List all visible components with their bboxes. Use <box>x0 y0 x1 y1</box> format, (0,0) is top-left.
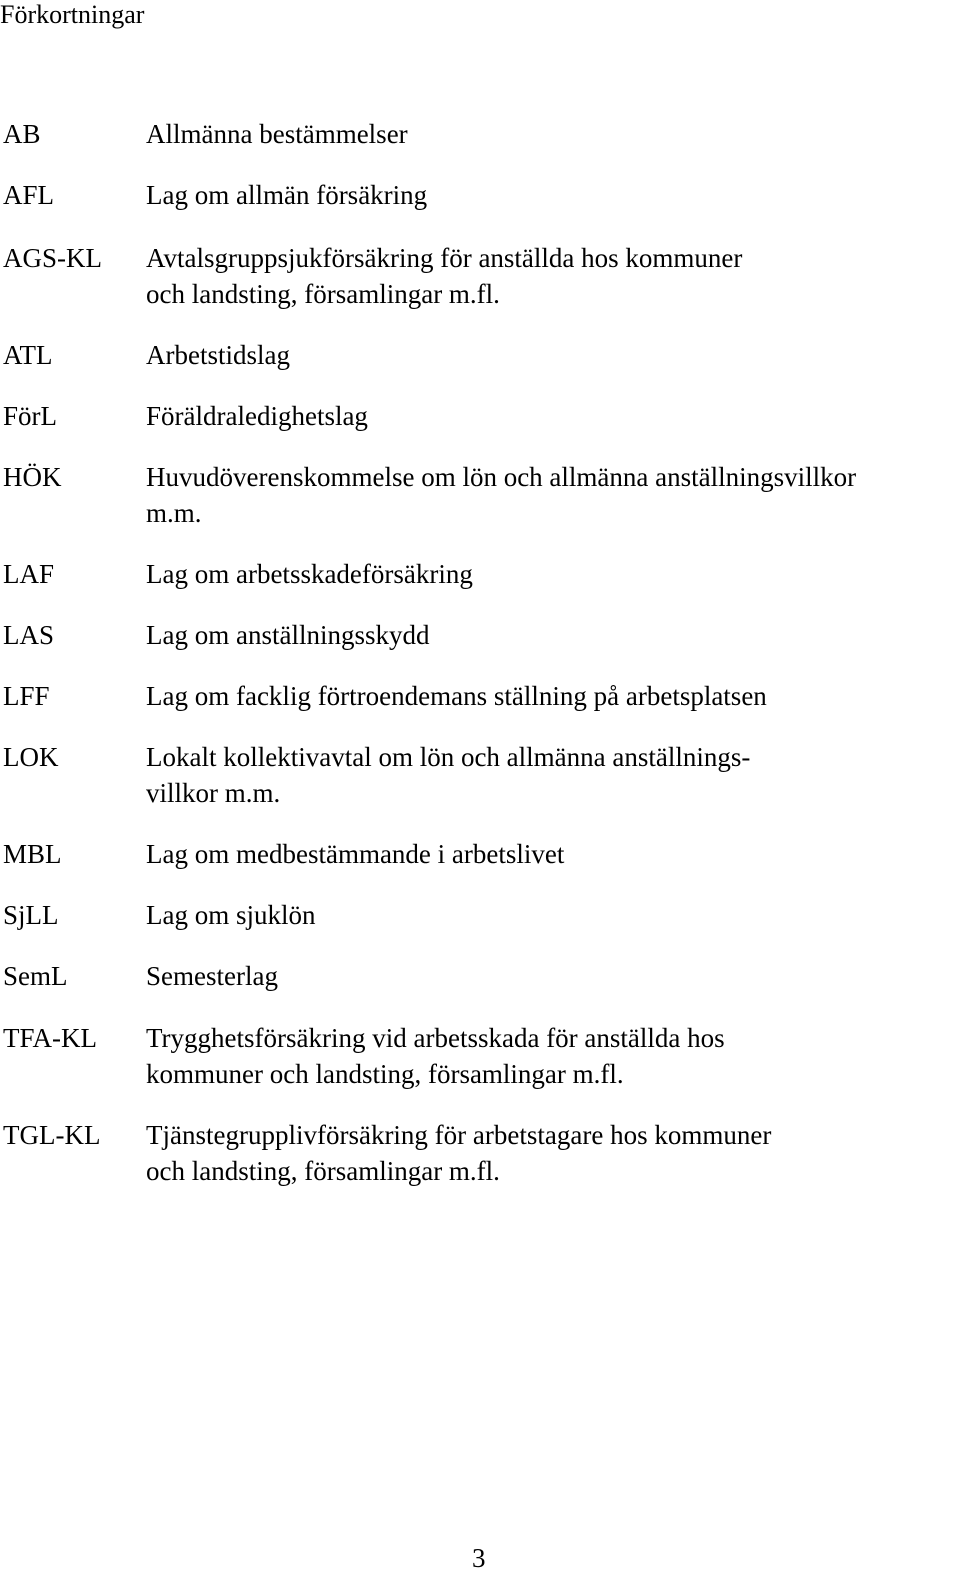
page-number: 3 <box>472 1543 486 1573</box>
abbreviation-description <box>146 678 958 714</box>
description-line: kommuner och landsting, församlingar m.fl. <box>146 1059 624 1089</box>
description-line: Lag om facklig förtroendemans ställning på arbetsplatsen <box>146 681 767 711</box>
abbreviation-term: HÖK <box>3 462 62 492</box>
description-line: och landsting, församlingar m.fl. <box>146 1156 500 1186</box>
description-line: Tjänstegrupplivförsäkring för arbetstagare hos kommuner <box>146 1120 772 1150</box>
description-line: Lag om sjuklön <box>146 900 316 930</box>
abbreviation-description <box>146 836 958 872</box>
abbreviation-description <box>146 1020 958 1092</box>
description-line: Lag om arbetsskadeförsäkring <box>146 559 473 589</box>
abbreviation-term: AFL <box>3 180 55 210</box>
abbreviation-description <box>146 337 958 373</box>
description-line: Arbetstidslag <box>146 340 290 370</box>
description-line: Semesterlag <box>146 961 278 991</box>
abbreviation-term: SemL <box>3 961 68 991</box>
abbreviation-term: MBL <box>3 839 62 869</box>
description-line: Avtalsgruppsjukförsäkring för anställda hos kommuner <box>146 243 743 273</box>
abbreviation-term: LAS <box>3 620 55 650</box>
description-line: Allmänna bestämmelser <box>146 119 408 149</box>
abbreviation-description <box>146 459 958 531</box>
page-title: Förkortningar <box>0 0 145 29</box>
abbreviation-description <box>146 398 958 434</box>
abbreviation-description <box>146 556 958 592</box>
abbreviation-description <box>146 116 958 152</box>
abbreviation-term: ATL <box>3 340 53 370</box>
abbreviation-term: SjLL <box>3 900 59 930</box>
abbreviation-term: LOK <box>3 742 59 772</box>
description-line: Trygghetsförsäkring vid arbetsskada för anställda hos <box>146 1023 725 1053</box>
description-line: Lag om medbestämmande i arbetslivet <box>146 839 565 869</box>
abbreviation-term: TGL-KL <box>3 1120 101 1150</box>
abbreviation-description <box>146 1117 958 1189</box>
description-line: och landsting, församlingar m.fl. <box>146 279 500 309</box>
description-line: Lag om allmän försäkring <box>146 180 428 210</box>
description-line: Föräldraledighetslag <box>146 401 368 431</box>
abbreviation-term: FörL <box>3 401 57 431</box>
description-line: Huvudöverenskommelse om lön och allmänna anställningsvillkor <box>146 462 857 492</box>
abbreviation-description <box>146 617 958 653</box>
description-line: m.m. <box>146 498 202 528</box>
abbreviation-description <box>146 739 958 811</box>
abbreviation-term: AGS-KL <box>3 243 102 273</box>
description-line: Lag om anställningsskydd <box>146 620 430 650</box>
abbreviation-term: AB <box>3 119 41 149</box>
abbreviation-description <box>146 958 958 994</box>
abbreviation-description <box>146 897 958 933</box>
abbreviation-description <box>146 177 958 213</box>
description-line: villkor m.m. <box>146 778 281 808</box>
description-line: Lokalt kollektivavtal om lön och allmänna anställnings- <box>146 742 751 772</box>
abbreviation-term: LAF <box>3 559 55 589</box>
abbreviation-term: LFF <box>3 681 50 711</box>
abbreviation-description <box>146 240 958 312</box>
abbreviation-term: TFA-KL <box>3 1023 97 1053</box>
